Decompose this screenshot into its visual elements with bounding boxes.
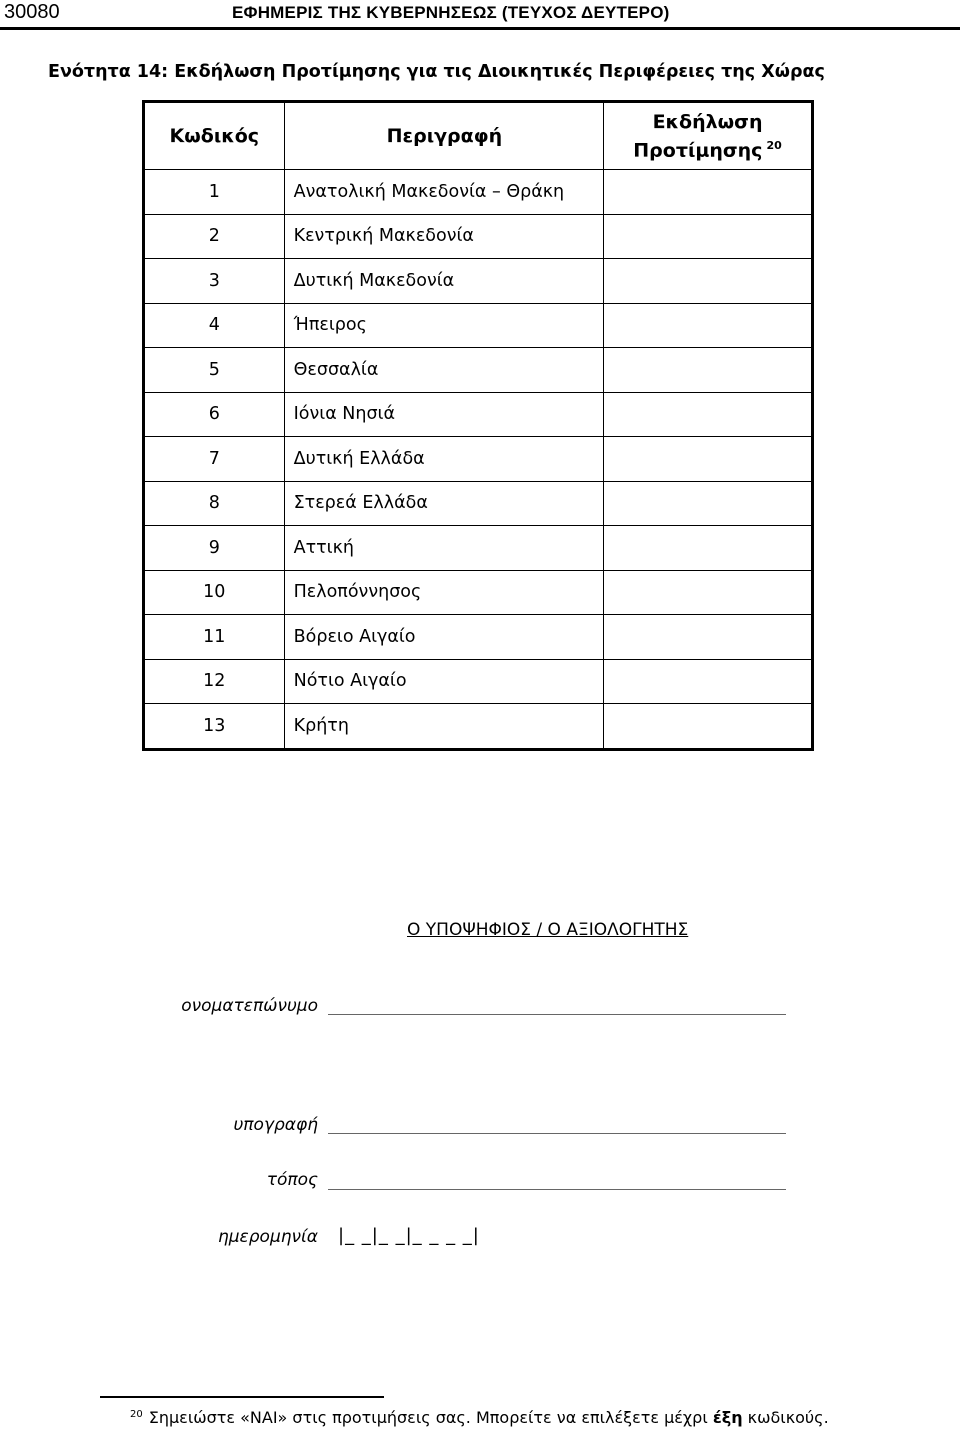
table-header-row: [144, 102, 813, 170]
place-field[interactable]: [328, 1189, 786, 1190]
footnote-text-before: Σημειώστε «ΝΑΙ» στις προτιμήσεις σας. Μπορείτε να επιλέξετε μέχρι: [148, 1408, 713, 1427]
preference-cell[interactable]: [604, 659, 813, 704]
region-code: 13: [144, 704, 285, 750]
table-row: [144, 615, 813, 660]
table-row: [144, 259, 813, 304]
signature-field[interactable]: [328, 1133, 786, 1134]
footnote: [130, 1408, 829, 1427]
table-row: [144, 348, 813, 393]
region-code: 6: [144, 392, 285, 437]
table-row: [144, 659, 813, 704]
header-divider: [0, 27, 960, 30]
preference-cell[interactable]: [604, 437, 813, 482]
region-description: Ανατολική Μακεδονία – Θράκη: [284, 170, 603, 215]
table-row: [144, 392, 813, 437]
region-code: 12: [144, 659, 285, 704]
region-description: Πελοπόννησος: [284, 570, 603, 615]
table-row: [144, 526, 813, 571]
region-code: 3: [144, 259, 285, 304]
footnote-divider: [100, 1396, 384, 1398]
region-description: Στερεά Ελλάδα: [284, 481, 603, 526]
signature-label: υπογραφή: [233, 1115, 318, 1135]
region-description: Ήπειρος: [284, 303, 603, 348]
preference-cell[interactable]: [604, 259, 813, 304]
column-header-preference: [604, 102, 813, 170]
preference-cell[interactable]: [604, 526, 813, 571]
preference-cell[interactable]: [604, 570, 813, 615]
region-description: Ιόνια Νησιά: [284, 392, 603, 437]
name-field[interactable]: [328, 1014, 786, 1015]
footnote-mark: 20: [130, 1408, 143, 1420]
region-description: Νότιο Αιγαίο: [284, 659, 603, 704]
region-description: Κεντρική Μακεδονία: [284, 214, 603, 259]
footnote-reference: 20: [766, 138, 782, 152]
region-code: 8: [144, 481, 285, 526]
preference-cell[interactable]: [604, 481, 813, 526]
region-code: 2: [144, 214, 285, 259]
preference-cell[interactable]: [604, 214, 813, 259]
region-code: 1: [144, 170, 285, 215]
region-code: 10: [144, 570, 285, 615]
region-code: 7: [144, 437, 285, 482]
region-description: Θεσσαλία: [284, 348, 603, 393]
table-row: [144, 704, 813, 750]
table-row: [144, 481, 813, 526]
region-description: Αττική: [284, 526, 603, 571]
region-preference-table: [142, 100, 814, 751]
page-header: [0, 0, 960, 30]
preference-cell[interactable]: [604, 615, 813, 660]
preference-cell[interactable]: [604, 348, 813, 393]
preference-header-line2: Προτίμησης: [633, 139, 763, 162]
column-header-code: Κωδικός: [144, 102, 285, 170]
preference-cell[interactable]: [604, 392, 813, 437]
preference-cell[interactable]: [604, 303, 813, 348]
footnote-bold-text: έξη: [712, 1408, 743, 1427]
region-code: 4: [144, 303, 285, 348]
region-description: Δυτική Μακεδονία: [284, 259, 603, 304]
region-description: Κρήτη: [284, 704, 603, 750]
table-row: [144, 437, 813, 482]
gazette-title: ΕΦΗΜΕΡΙΣ ΤΗΣ ΚΥΒΕΡΝΗΣΕΩΣ (ΤΕΥΧΟΣ ΔΕΥΤΕΡΟ): [232, 3, 670, 22]
name-label: ονοματεπώνυμο: [181, 996, 318, 1016]
table-row: [144, 303, 813, 348]
date-label: ημερομηνία: [217, 1227, 318, 1247]
preference-cell[interactable]: [604, 170, 813, 215]
table-row: [144, 570, 813, 615]
region-code: 9: [144, 526, 285, 571]
region-description: Δυτική Ελλάδα: [284, 437, 603, 482]
signer-heading: Ο ΥΠΟΨΗΦΙΟΣ / Ο ΑΞΙΟΛΟΓΗΤΗΣ: [407, 920, 689, 940]
page-number: 30080: [4, 1, 60, 23]
date-field[interactable]: |_ _|_ _|_ _ _ _|: [338, 1225, 480, 1246]
region-code: 11: [144, 615, 285, 660]
table-row: [144, 170, 813, 215]
preference-header-line1: Εκδήλωση: [652, 110, 763, 133]
place-label: τόπος: [266, 1170, 318, 1190]
preference-cell[interactable]: [604, 704, 813, 750]
section-title: Ενότητα 14: Εκδήλωση Προτίμησης για τις Διοικητικές Περιφέρειες της Χώρας: [48, 62, 825, 82]
column-header-description: Περιγραφή: [284, 102, 603, 170]
region-description: Βόρειο Αιγαίο: [284, 615, 603, 660]
footnote-text-after: κωδικούς.: [742, 1408, 829, 1427]
table-row: [144, 214, 813, 259]
region-code: 5: [144, 348, 285, 393]
